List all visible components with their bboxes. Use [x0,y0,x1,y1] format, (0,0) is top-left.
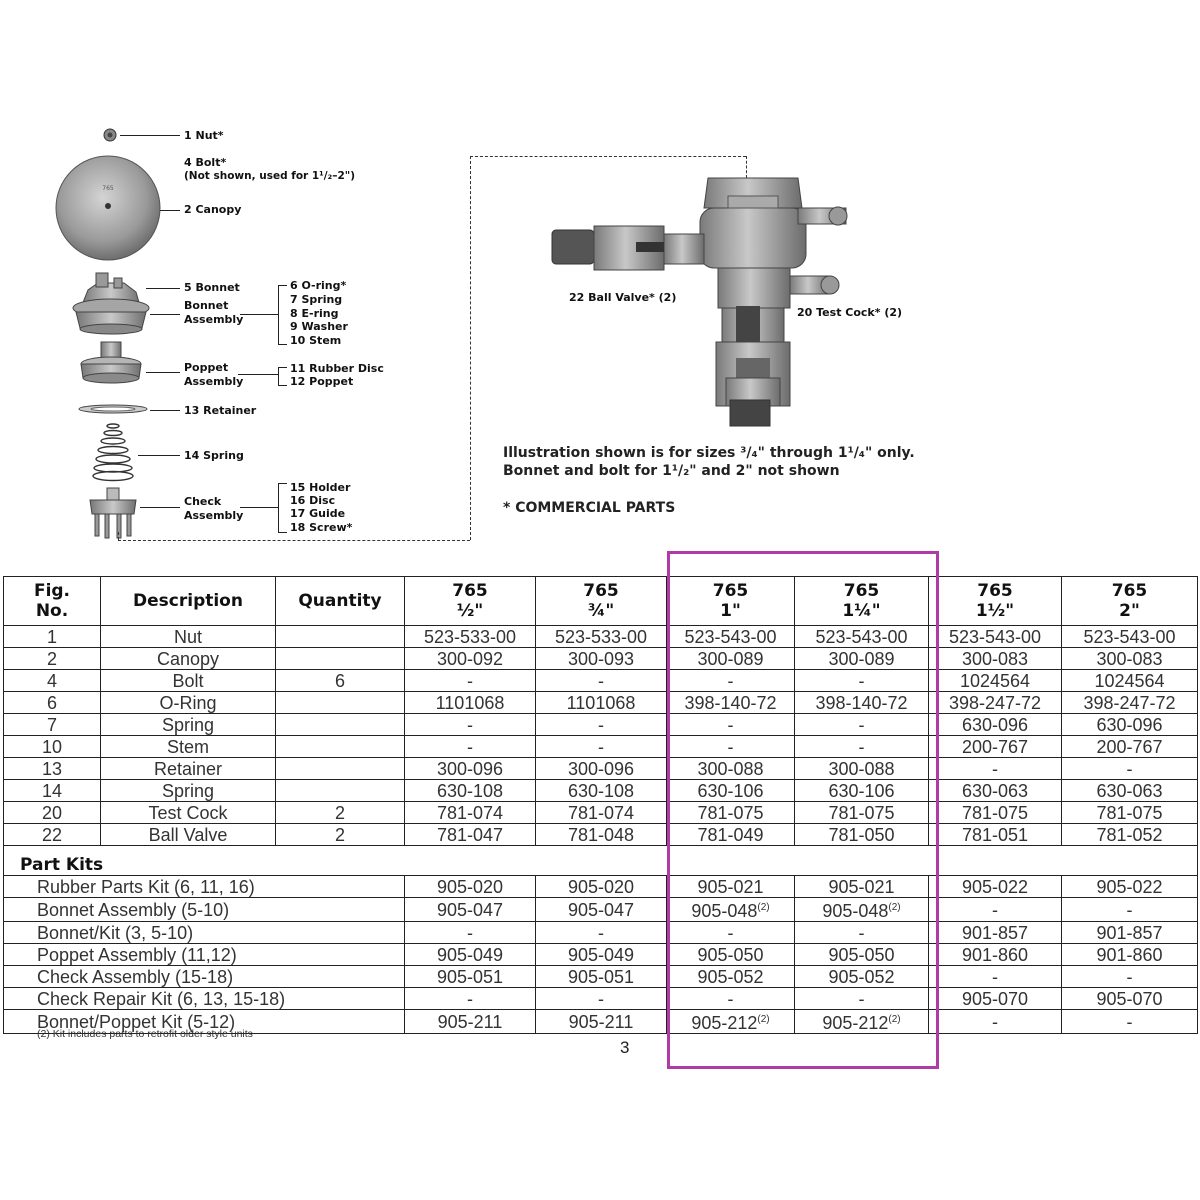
quantity-cell [276,648,405,670]
part-number-cell: 398-140-72 [795,692,929,714]
callout-disc: 16 Disc [290,494,336,507]
quantity-cell [276,780,405,802]
kit-description-cell: Bonnet/Poppet Kit (5-12) [4,1010,405,1034]
part-number-cell: 630-096 [1062,714,1198,736]
callout-test-cock: 20 Test Cock* (2) [797,306,903,319]
quantity-cell [276,736,405,758]
part-number-cell: 523-543-00 [795,626,929,648]
part-number-cell: 1024564 [929,670,1062,692]
part-number-cell: - [795,988,929,1010]
part-number-cell: 905-022 [1062,876,1198,898]
part-number-cell: 1024564 [1062,670,1198,692]
part-number-cell: 300-096 [536,758,667,780]
part-number-cell: - [405,922,536,944]
part-number-cell: 300-089 [795,648,929,670]
quantity-cell [276,692,405,714]
table-row [4,876,1198,898]
part-number-cell: - [667,736,795,758]
part-number-cell: 630-106 [667,780,795,802]
part-number-cell: 781-048 [536,824,667,846]
illustration-note-1: Illustration shown is for sizes ³/₄" through 1¹/₄" only. [503,445,915,461]
fig-cell: 10 [4,736,101,758]
part-number-cell: 905-049 [405,944,536,966]
table-row [4,714,1198,736]
callout-guide: 17 Guide [290,507,346,520]
kit-description-cell: Bonnet/Kit (3, 5-10) [4,922,405,944]
description-cell: Bolt [101,670,276,692]
table-row [4,648,1198,670]
fig-cell: 4 [4,670,101,692]
callout-stem: 10 Stem [290,334,342,347]
table-footnote: (2) Kit includes parts to retrofit older style units [37,1028,253,1040]
label-poppet-assembly: Poppet Assembly [184,361,244,388]
part-number-cell: 901-857 [929,922,1062,944]
table-row [4,780,1198,802]
part-number-cell: 781-075 [795,802,929,824]
part-number-cell: 905-211 [405,1010,536,1034]
part-number-cell: 1101068 [536,692,667,714]
callout-washer: 9 Washer [290,320,348,333]
part-number-cell: 901-857 [1062,922,1198,944]
part-number-cell: 300-096 [405,758,536,780]
part-number-cell: 781-051 [929,824,1062,846]
part-number-cell: 905-052 [795,966,929,988]
svg-text:765: 765 [102,185,114,192]
table-row [4,758,1198,780]
part-number-cell: 905-051 [405,966,536,988]
part-number-cell: 630-106 [795,780,929,802]
part-number-cell: 300-083 [1062,648,1198,670]
header-size-1: 765 ¾" [536,577,667,626]
part-number-cell: 398-140-72 [667,692,795,714]
quantity-cell: 2 [276,802,405,824]
part-number-cell: - [1062,898,1198,922]
table-row [4,824,1198,846]
part-number-cell: 905-021 [667,876,795,898]
part-number-cell: 523-533-00 [536,626,667,648]
description-cell: Ball Valve [101,824,276,846]
quantity-cell: 6 [276,670,405,692]
callout-bolt-note: (Not shown, used for 1¹/₂–2") [184,170,356,182]
callout-spring-14: 14 Spring [184,449,244,462]
page-number: 3 [620,1038,630,1057]
part-number-cell: - [795,670,929,692]
part-number-cell: 300-093 [536,648,667,670]
footnote-marker: (2) [888,1014,901,1025]
part-number-cell: 300-083 [929,648,1062,670]
footnote-marker: (2) [888,902,901,913]
header-size-0: 765 ½" [405,577,536,626]
part-number-cell: 905-050 [667,944,795,966]
part-number-cell: 630-063 [929,780,1062,802]
kit-description-cell: Bonnet Assembly (5-10) [4,898,405,922]
callout-bonnet: 5 Bonnet [184,281,240,294]
part-number-cell: 523-533-00 [405,626,536,648]
part-number-cell: - [929,1010,1062,1034]
callout-bolt: 4 Bolt* [184,156,227,169]
description-cell: Nut [101,626,276,648]
table-header-row [4,577,1198,626]
poppet-part-icon [81,342,141,383]
part-number-cell: 905-212$^{(2)}$ [795,1010,929,1034]
part-number-cell: 901-860 [1062,944,1198,966]
table-row [4,944,1198,966]
label-bonnet-assembly: Bonnet Assembly [184,299,244,326]
table-row [4,898,1198,922]
nut-part-icon [104,129,116,141]
callout-oring: 6 O-ring* [290,279,347,292]
callout-canopy: 2 Canopy [184,203,242,216]
part-number-cell: - [536,988,667,1010]
part-number-cell: 901-860 [929,944,1062,966]
part-number-cell: - [536,670,667,692]
table-row [4,966,1198,988]
header-size-5: 765 2" [1062,577,1198,626]
kits-section-title: Part Kits [4,846,1198,876]
part-number-cell: - [405,714,536,736]
fig-cell: 14 [4,780,101,802]
kit-description-cell: Check Repair Kit (6, 13, 15-18) [4,988,405,1010]
header-quantity: Quantity [276,577,405,626]
kits-section-row [4,846,1198,876]
description-cell: Spring [101,714,276,736]
part-number-cell: 781-075 [1062,802,1198,824]
part-number-cell: 630-096 [929,714,1062,736]
part-number-cell: 781-075 [929,802,1062,824]
part-number-cell: 200-767 [929,736,1062,758]
part-number-cell: 523-543-00 [1062,626,1198,648]
part-number-cell: - [405,670,536,692]
illustration-note-2: Bonnet and bolt for 1¹/₂" and 2" not shown [503,463,840,479]
canopy-part-icon [56,156,160,260]
part-number-cell: - [667,922,795,944]
part-number-cell: - [929,898,1062,922]
part-number-cell: 300-089 [667,648,795,670]
part-number-cell: 398-247-72 [929,692,1062,714]
table-row [4,692,1198,714]
callout-holder: 15 Holder [290,481,351,494]
part-number-cell: - [1062,758,1198,780]
callout-ering: 8 E-ring [290,307,339,320]
fig-cell: 1 [4,626,101,648]
part-number-cell: - [1062,1010,1198,1034]
description-cell: Retainer [101,758,276,780]
part-number-cell: - [536,736,667,758]
fig-cell: 20 [4,802,101,824]
quantity-cell [276,758,405,780]
part-number-cell: 905-048$^{(2)}$ [795,898,929,922]
part-number-cell: 1101068 [405,692,536,714]
part-number-cell: 905-020 [405,876,536,898]
part-number-cell: 905-070 [1062,988,1198,1010]
fig-cell: 2 [4,648,101,670]
part-number-cell: - [667,988,795,1010]
callout-spring-7: 7 Spring [290,293,343,306]
part-number-cell: 781-047 [405,824,536,846]
kit-description-cell: Check Assembly (15-18) [4,966,405,988]
part-number-cell: - [795,922,929,944]
table-row [4,922,1198,944]
fig-cell: 6 [4,692,101,714]
part-number-cell: 781-075 [667,802,795,824]
part-number-cell: 300-088 [667,758,795,780]
retainer-part-icon [79,405,147,413]
part-number-cell: 905-212$^{(2)}$ [667,1010,795,1034]
header-description: Description [101,577,276,626]
header-fig-no: Fig. No. [4,577,101,626]
part-number-cell: 523-543-00 [929,626,1062,648]
part-number-cell: - [929,966,1062,988]
part-number-cell: - [667,670,795,692]
part-number-cell: - [795,736,929,758]
bonnet-part-icon [73,273,149,334]
part-number-cell: 905-070 [929,988,1062,1010]
kit-description-cell: Poppet Assembly (11,12) [4,944,405,966]
quantity-cell [276,714,405,736]
part-number-cell: 523-543-00 [667,626,795,648]
part-number-cell: 200-767 [1062,736,1198,758]
part-number-cell: 905-020 [536,876,667,898]
part-number-cell: 630-108 [405,780,536,802]
fig-cell: 13 [4,758,101,780]
part-number-cell: 905-049 [536,944,667,966]
callout-ball-valve: 22 Ball Valve* (2) [569,291,677,304]
part-number-cell: - [1062,966,1198,988]
table-row [4,736,1198,758]
quantity-cell [276,626,405,648]
quantity-cell: 2 [276,824,405,846]
part-number-cell: 300-088 [795,758,929,780]
parts-table [3,576,1198,1034]
part-number-cell: - [536,714,667,736]
header-size-2: 765 1" [667,577,795,626]
label-check-assembly: Check Assembly [184,495,244,522]
part-number-cell: - [667,714,795,736]
part-number-cell: - [405,736,536,758]
part-number-cell: - [536,922,667,944]
header-size-3: 765 1¼" [795,577,929,626]
footnote-marker: (2) [757,1014,770,1025]
part-number-cell: 905-047 [536,898,667,922]
part-number-cell: 905-050 [795,944,929,966]
table-row [4,626,1198,648]
header-size-4: 765 1½" [929,577,1062,626]
part-number-cell: 781-074 [536,802,667,824]
part-number-cell: 630-063 [1062,780,1198,802]
fig-cell: 22 [4,824,101,846]
table-row [4,670,1198,692]
commercial-parts-note: * COMMERCIAL PARTS [503,500,676,516]
callout-screw: 18 Screw* [290,521,353,534]
callout-retainer: 13 Retainer [184,404,257,417]
description-cell: Test Cock [101,802,276,824]
callout-nut: 1 Nut* [184,129,224,142]
callout-rubber-disc: 11 Rubber Disc [290,362,384,375]
part-number-cell: 905-021 [795,876,929,898]
callout-poppet: 12 Poppet [290,375,354,388]
table-row [4,802,1198,824]
part-number-cell: 905-048$^{(2)}$ [667,898,795,922]
part-number-cell: 781-052 [1062,824,1198,846]
part-number-cell: 905-022 [929,876,1062,898]
part-number-cell: 781-050 [795,824,929,846]
description-cell: Spring [101,780,276,802]
part-number-cell: 398-247-72 [1062,692,1198,714]
part-number-cell: 905-047 [405,898,536,922]
spring-part-icon [93,424,133,481]
part-number-cell: 630-108 [536,780,667,802]
part-number-cell: - [405,988,536,1010]
part-number-cell: 781-049 [667,824,795,846]
part-number-cell: - [929,758,1062,780]
part-number-cell: 300-092 [405,648,536,670]
description-cell: Canopy [101,648,276,670]
part-number-cell: 905-051 [536,966,667,988]
fig-cell: 7 [4,714,101,736]
description-cell: O-Ring [101,692,276,714]
part-number-cell: 905-052 [667,966,795,988]
table-row [4,988,1198,1010]
check-assembly-part-icon [90,488,136,538]
footnote-marker: (2) [757,902,770,913]
part-number-cell: 905-211 [536,1010,667,1034]
description-cell: Stem [101,736,276,758]
part-number-cell: 781-074 [405,802,536,824]
kit-description-cell: Rubber Parts Kit (6, 11, 16) [4,876,405,898]
part-number-cell: - [795,714,929,736]
